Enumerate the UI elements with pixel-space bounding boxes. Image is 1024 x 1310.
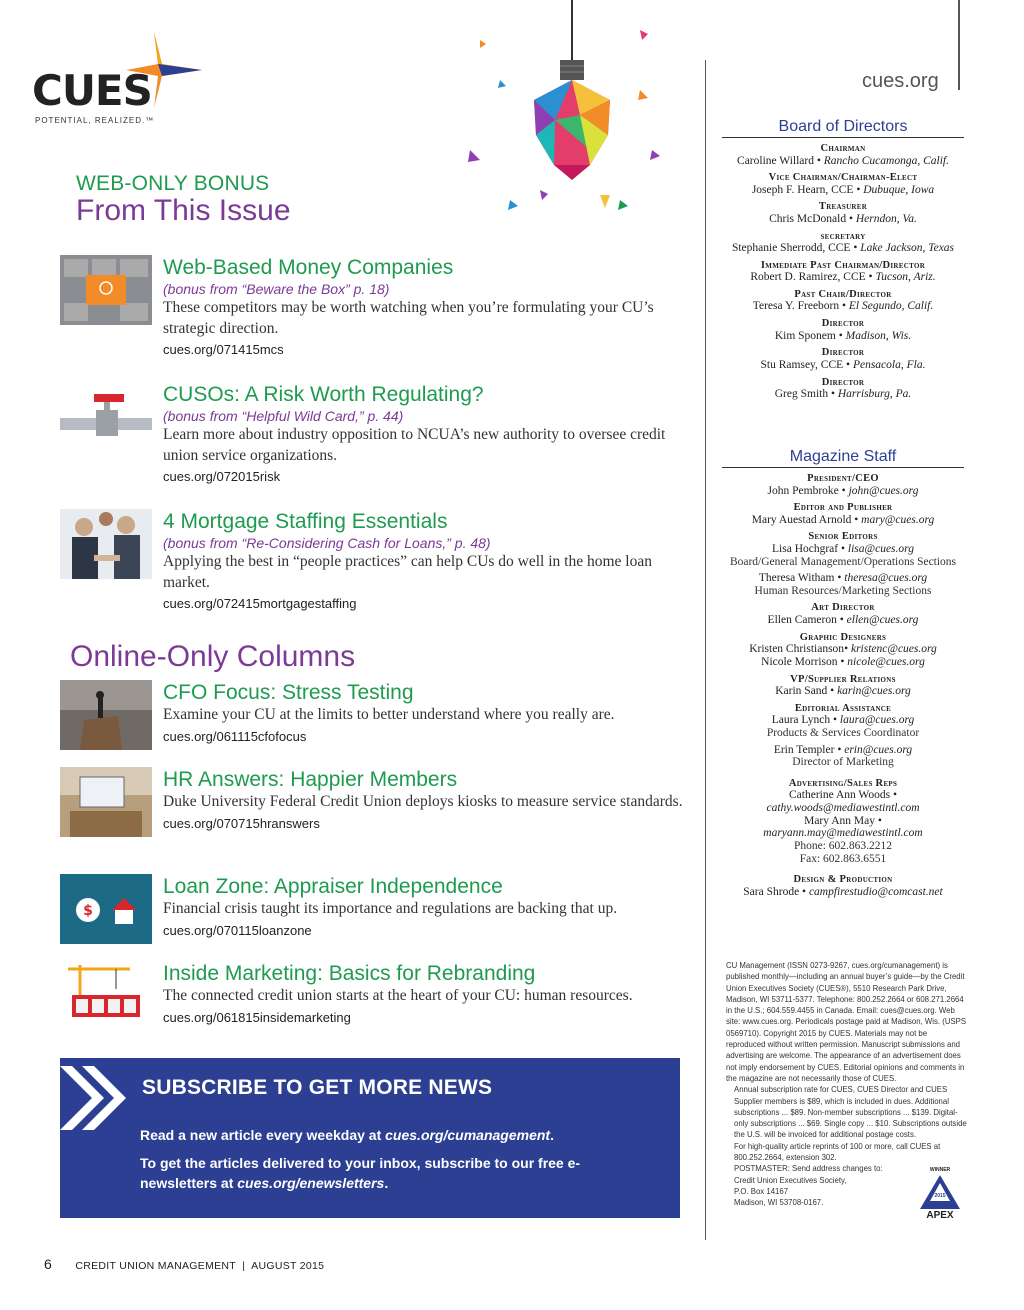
- staff-email[interactable]: laura@cues.org: [839, 714, 915, 727]
- staff-role: President/CEO: [807, 473, 879, 484]
- member-location: Dubuque, Iowa: [863, 183, 935, 196]
- board-role: Immediate Past Chairman/Director: [760, 259, 926, 271]
- member-name: Teresa Y. Freeborn: [752, 300, 840, 313]
- staff-email[interactable]: theresa@cues.org: [844, 572, 928, 585]
- staff-name: Laura Lynch: [771, 714, 831, 727]
- keyboard-lightbulb-image: [60, 255, 152, 325]
- board-heading: Board of Directors: [722, 118, 964, 138]
- colophon-postmaster: POSTMASTER: Send address changes to:: [734, 1164, 883, 1174]
- article-description: Examine your CU at the limits to better understand where you really are.: [163, 706, 615, 724]
- staff-email[interactable]: maryann.may@mediawestintl.com: [763, 827, 923, 840]
- staff-member: Kristen Christianson• kristenc@cues.org: [749, 643, 937, 656]
- board-member: Kim Sponem • Madison, Wis.: [774, 329, 912, 342]
- article-title[interactable]: HR Answers: Happier Members: [163, 768, 458, 791]
- staff-email[interactable]: mary@cues.org: [861, 513, 935, 526]
- article-link[interactable]: cues.org/072015risk: [163, 469, 281, 485]
- board-member: Teresa Y. Freeborn • El Segundo, Calif.: [752, 300, 934, 313]
- staff-email[interactable]: kristenc@cues.org: [850, 643, 937, 656]
- staff-name: Erin Templer: [773, 743, 835, 756]
- staff-role: Editor and Publisher: [793, 502, 893, 514]
- article-link[interactable]: cues.org/061115cfofocus: [163, 728, 307, 744]
- staff-email[interactable]: lisa@cues.org: [847, 542, 914, 555]
- staff-name: Lisa Hochgraf: [772, 542, 839, 555]
- member-name: Chris McDonald: [769, 212, 847, 225]
- staff-name: Theresa Witham: [758, 572, 835, 585]
- staff-note: Products & Services Coordinator: [766, 726, 920, 739]
- staff-note: Board/General Management/Operations Sections: [729, 555, 957, 568]
- staff-member: Mary Auestad Arnold • mary@cues.org: [751, 513, 935, 526]
- staff-email[interactable]: john@cues.org: [848, 484, 919, 497]
- section-heading-online: Online-Only Columns: [70, 640, 356, 673]
- subscribe-title: SUBSCRIBE TO GET MORE NEWS: [142, 1076, 493, 1099]
- colophon-address: P.O. Box 14167: [734, 1186, 789, 1196]
- board-of-directors: [722, 118, 964, 401]
- colophon-publication: CU Management (ISSN 0273-9267, cues.org/cumanagement) is published monthly—including an annual buyer’s guide—by the Credit Union Executives Society (CUES®), 5510 Research Park Drive, Madison, WI 53711-5377. Telephone: 800.252.2664 or 608.271.2664 in the U.S.; 604.559.4455 in Canada. Email: cues@cues.org. Web site: www.cues.org. Periodicals postage paid at Madison, Wis. (USPS 0569710). Copyright 2015 by CUES. Materials may not be reproduced without written permission. Manuscript submissions and advertising are welcome. The appearance of an advertisement does not imply endorsement by CUES. Editorial opinions and comments in the magazine are not necessarily those of CUES.: [726, 961, 967, 1083]
- board-member: Joseph F. Hearn, CCE • Dubuque, Iowa: [751, 183, 935, 196]
- apex-winner-label: WINNER: [929, 1167, 951, 1173]
- staff-email[interactable]: nicole@cues.org: [847, 655, 925, 668]
- lightbulb-illustration: [440, 0, 680, 240]
- article-title[interactable]: CUSOs: A Risk Worth Regulating?: [163, 383, 484, 406]
- colophon-subscription: Annual subscription rate for CUES, CUES Director and CUES Supplier members is $89, which is included in dues. Additional subscriptions ... $89. Non-member subscriptions ... $139. Digital-only subscriptions ... $69. Single copy ... $10. Subscriptions outside the U.S. will be invoiced for additional postage costs.: [734, 1085, 967, 1140]
- publication-name: CREDIT UNION MANAGEMENT: [75, 1260, 236, 1272]
- issue-date: AUGUST 2015: [251, 1260, 325, 1272]
- ads-fax: Fax: 602.863.6551: [799, 852, 887, 865]
- board-role: Chairman: [820, 143, 866, 154]
- article-link[interactable]: cues.org/070115loanzone: [163, 922, 312, 938]
- apex-year: 2015: [934, 1193, 946, 1199]
- apex-name: APEX: [926, 1210, 954, 1221]
- member-name: Stephanie Sherrodd, CCE: [731, 242, 851, 255]
- logo-tagline: POTENTIAL, REALIZED.™: [35, 116, 155, 125]
- staff-member: Sara Shrode • campfirestudio@comcast.net: [743, 885, 943, 898]
- member-location: Tucson, Ariz.: [875, 271, 936, 284]
- member-location: Herndon, Va.: [855, 212, 917, 225]
- staff-member: Ellen Cameron • ellen@cues.org: [767, 614, 919, 627]
- column-divider: [705, 60, 706, 1240]
- article-description: The connected credit union starts at the heart of your CU: human resources.: [163, 987, 633, 1005]
- article-description: These competitors may be worth watching when you’re formulating your CU’s strategic direction.: [163, 299, 654, 337]
- member-location: Lake Jackson, Texas: [860, 242, 955, 255]
- staff-role: Editorial Assistance: [794, 702, 892, 714]
- board-role: Vice Chairman/Chairman-Elect: [768, 172, 918, 184]
- member-location: Harrisburg, Pa.: [837, 388, 912, 401]
- subscribe-line-2: [140, 1154, 630, 1194]
- subscribe-text: .: [384, 1174, 389, 1191]
- board-role: Treasurer: [818, 201, 868, 213]
- staff-name: Mary Ann May •: [804, 814, 882, 827]
- staff-member: Lisa Hochgraf • lisa@cues.org: [772, 542, 914, 555]
- footer-separator: |: [242, 1260, 246, 1272]
- article-description: Applying the best in “people practices” can help CUs do well in the home loan market.: [163, 553, 652, 591]
- article-item: [60, 874, 680, 946]
- member-name: Stu Ramsey, CCE: [760, 358, 844, 371]
- staff-name: Catherine Ann Woods •: [789, 789, 897, 802]
- corner-rule: [958, 0, 960, 90]
- colophon-reprints: For high-quality article reprints of 100 or more, call CUES at 800.252.2664, extension 302.: [734, 1141, 941, 1163]
- enewsletters-link[interactable]: cues.org/enewsletters: [237, 1174, 385, 1191]
- staff-note: Director of Marketing: [792, 756, 894, 769]
- subscribe-text: To get the articles delivered to your inbox, subscribe to our free e-newsletters at: [140, 1155, 581, 1191]
- board-member: Stephanie Sherrodd, CCE • Lake Jackson, Texas: [731, 242, 955, 255]
- colophon-address: Credit Union Executives Society,: [734, 1175, 847, 1185]
- subscribe-line-1: [140, 1126, 554, 1146]
- article-link[interactable]: cues.org/061815insidemarketing: [163, 1009, 351, 1025]
- staff-member: Erin Templer • erin@cues.org: [773, 743, 913, 756]
- apex-award-badge: [912, 1165, 968, 1225]
- subscribe-text: Read a new article every weekday at: [140, 1127, 386, 1143]
- article-item: [60, 509, 680, 619]
- article-item: [60, 255, 680, 365]
- member-name: Caroline Willard: [737, 154, 814, 167]
- staff-role: Senior Editors: [808, 531, 878, 543]
- staff-heading: Magazine Staff: [722, 448, 964, 468]
- site-url[interactable]: cues.org: [862, 70, 939, 92]
- staff-role: Art Director: [811, 602, 875, 614]
- colophon-address: Madison, WI 53708-0167.: [734, 1198, 824, 1208]
- page-number: 6: [44, 1256, 53, 1272]
- board-member: Chris McDonald • Herndon, Va.: [769, 212, 917, 225]
- staff-role: Design & Production: [793, 874, 893, 886]
- board-role: Past Chair/Director: [794, 288, 892, 300]
- article-item: [60, 767, 683, 857]
- member-name: Joseph F. Hearn, CCE: [751, 183, 854, 196]
- article-item: [60, 680, 680, 752]
- staff-email[interactable]: cathy.woods@mediawestintl.com: [766, 801, 920, 814]
- ads-phone: Phone: 602.863.2212: [793, 839, 893, 852]
- article-link[interactable]: cues.org/072415mortgagestaffing: [163, 596, 357, 612]
- member-location: El Segundo, Calif.: [848, 300, 934, 313]
- board-role: secretary: [820, 230, 866, 242]
- staff-email[interactable]: erin@cues.org: [844, 743, 913, 756]
- staff-role: Graphic Designers: [799, 631, 887, 643]
- board-role: Director: [821, 376, 865, 388]
- chevron-right-icon: [60, 1058, 140, 1138]
- article-item: [60, 382, 680, 492]
- section-heading-bonus: From This Issue: [76, 194, 291, 227]
- staff-name: John Pembroke: [767, 484, 839, 497]
- staff-email[interactable]: karin@cues.org: [837, 685, 911, 698]
- member-location: Pensacola, Fla.: [852, 358, 926, 371]
- board-role: Director: [821, 318, 865, 330]
- board-member: Robert D. Ramirez, CCE • Tucson, Ariz.: [750, 271, 936, 284]
- article-link[interactable]: cues.org/071415mcs: [163, 342, 284, 358]
- handshake-image: [60, 509, 152, 579]
- article-title[interactable]: CFO Focus: Stress Testing: [163, 681, 414, 704]
- board-member: Stu Ramsey, CCE • Pensacola, Fla.: [760, 358, 926, 371]
- member-location: Madison, Wis.: [845, 329, 912, 342]
- article-description: Financial crisis taught its importance and regulations are backing that up.: [163, 900, 618, 918]
- staff-name: Kristen Christianson: [749, 643, 845, 656]
- board-member: Caroline Willard • Rancho Cucamonga, Calif.: [737, 154, 949, 167]
- staff-name: Karin Sand: [775, 685, 828, 698]
- page-footer: [44, 1256, 324, 1272]
- staff-name: Mary Auestad Arnold: [751, 513, 852, 526]
- staff-role: Advertising/Sales Reps: [788, 777, 898, 789]
- staff-member: Laura Lynch • laura@cues.org: [771, 714, 915, 727]
- section-kicker: WEB-ONLY BONUS: [76, 172, 270, 195]
- article-bonus-source: (bonus from “Helpful Wild Card,” p. 44): [163, 408, 404, 425]
- staff-note: Human Resources/Marketing Sections: [754, 584, 932, 597]
- article-bonus-source: (bonus from “Beware the Box” p. 18): [163, 281, 390, 298]
- staff-name: Nicole Morrison: [761, 655, 838, 668]
- board-member: Greg Smith • Harrisburg, Pa.: [774, 388, 912, 401]
- staff-member: Theresa Witham • theresa@cues.org: [758, 572, 928, 585]
- logo-wordmark: CUES: [32, 66, 152, 115]
- member-name: Kim Sponem: [774, 329, 836, 342]
- board-role: Director: [821, 347, 865, 359]
- staff-member: John Pembroke • john@cues.org: [767, 484, 919, 497]
- valve-image: [60, 382, 152, 452]
- staff-role: VP/Supplier Relations: [790, 673, 896, 685]
- svg-text:$: $: [83, 903, 93, 919]
- money-house-image: [60, 874, 152, 944]
- subscribe-text: .: [550, 1127, 554, 1143]
- article-item: [60, 961, 680, 1033]
- staff-email[interactable]: campfirestudio@comcast.net: [808, 885, 943, 898]
- article-description: Learn more about industry opposition to NCUA’s new authority to oversee credit union service organizations.: [163, 426, 666, 464]
- article-bonus-source: (bonus from “Re-Considering Cash for Loans,” p. 48): [163, 535, 491, 552]
- brand-crane-image: [60, 961, 152, 1031]
- staff-member: Karin Sand • karin@cues.org: [775, 685, 911, 698]
- article-title[interactable]: 4 Mortgage Staffing Essentials: [163, 510, 448, 533]
- kiosk-image: [60, 767, 152, 837]
- article-title[interactable]: Web-Based Money Companies: [163, 256, 454, 279]
- article-title[interactable]: Loan Zone: Appraiser Independence: [163, 875, 503, 898]
- article-link[interactable]: cues.org/070715hranswers: [163, 815, 320, 831]
- member-name: Robert D. Ramirez, CCE: [750, 271, 866, 284]
- article-title[interactable]: Inside Marketing: Basics for Rebranding: [163, 962, 536, 985]
- article-description: Duke University Federal Credit Union deploys kiosks to measure service standards.: [163, 793, 683, 811]
- subscribe-banner: [60, 1058, 680, 1218]
- staff-name: Sara Shrode: [743, 885, 800, 898]
- magazine-staff: [722, 448, 964, 898]
- cues-logo[interactable]: [32, 30, 202, 130]
- staff-name: Ellen Cameron: [767, 614, 837, 627]
- member-name: Greg Smith: [774, 388, 829, 401]
- staff-email[interactable]: ellen@cues.org: [846, 614, 919, 627]
- staff-member: Nicole Morrison • nicole@cues.org: [761, 655, 925, 668]
- member-location: Rancho Cucamonga, Calif.: [823, 154, 949, 167]
- cumanagement-link[interactable]: cues.org/cumanagement: [385, 1127, 551, 1143]
- cliff-image: [60, 680, 152, 750]
